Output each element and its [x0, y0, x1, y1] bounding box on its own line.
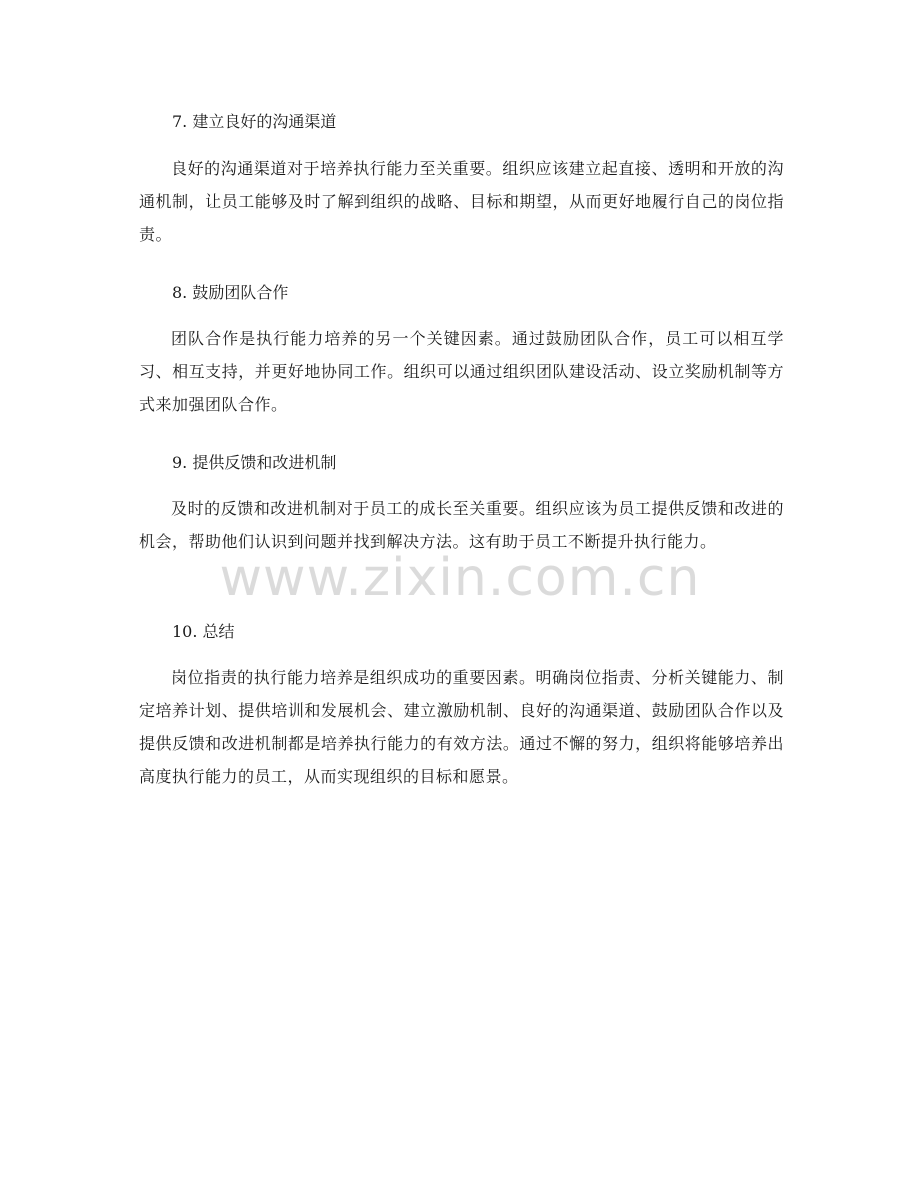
section-paragraph-10: 岗位指责的执行能力培养是组织成功的重要因素。明确岗位指责、分析关键能力、制定培养计划、提供培训和发展机会、建立激励机制、良好的沟通渠道、鼓励团队合作以及提供反馈和改进机制都是培养执行能力的有效方法。通过不懈的努力，组织将能够培养出高度执行能力的员工，从而实现组织的目标和愿景。 [139, 668, 784, 786]
section-heading-9: 9. 提供反馈和改进机制 [172, 453, 337, 472]
section-heading-7: 7. 建立良好的沟通渠道 [172, 112, 337, 131]
section-heading-8: 8. 鼓励团队合作 [172, 283, 289, 302]
section-heading-10: 10. 总结 [172, 622, 235, 641]
section-paragraph-8: 团队合作是执行能力培养的另一个关键因素。通过鼓励团队合作，员工可以相互学习、相互支持，并更好地协同工作。组织可以通过组织团队建设活动、设立奖励机制等方式来加强团队合作。 [139, 329, 784, 414]
watermark: www.zixin.com.cn [219, 548, 701, 608]
section-paragraph-9: 及时的反馈和改进机制对于员工的成长至关重要。组织应该为员工提供反馈和改进的机会，帮助他们认识到问题并找到解决方法。这有助于员工不断提升执行能力。 [139, 499, 784, 551]
section-paragraph-7: 良好的沟通渠道对于培养执行能力至关重要。组织应该建立起直接、透明和开放的沟通机制，让员工能够及时了解到组织的战略、目标和期望，从而更好地履行自己的岗位指责。 [139, 159, 784, 244]
